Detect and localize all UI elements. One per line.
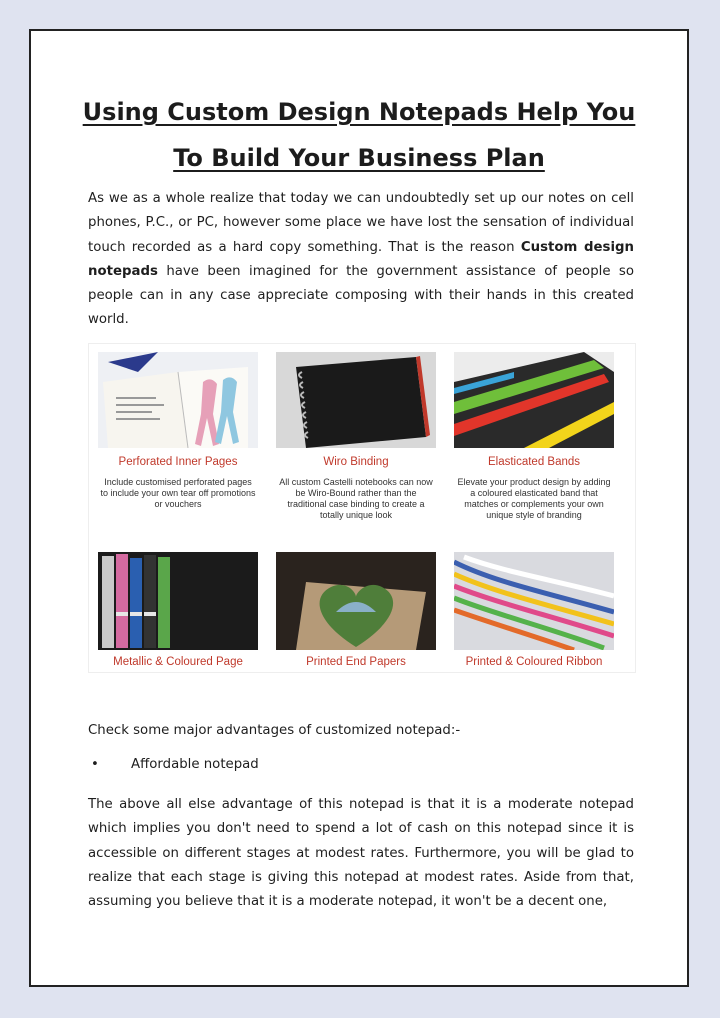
feature-description: Include customised perforated pages to include your own tear off promotions or vouchers	[100, 477, 256, 509]
advantages-intro: Check some major advantages of customized notepad:-	[88, 723, 461, 738]
metallic-pages-image	[98, 552, 258, 650]
title-line-1: Using Custom Design Notepads Help You	[82, 98, 636, 126]
feature-description: Elevate your product design by adding a coloured elasticated band that matches or complements your own unique style of branding	[457, 477, 611, 520]
feature-caption: Perforated Inner Pages	[118, 456, 238, 468]
intro-text-1: As we as a whole realize that today we can undoubtedly set up our notes on cell phones, P.C., or PC, however some place we have lost the sensation of individual touch recorded as a hard copy something. That is the reason	[88, 191, 634, 255]
intro-text-2: have been imagined for the government assistance of people so people can in any case appreciate composing with their hands in this created world.	[88, 263, 634, 328]
features-image	[88, 343, 636, 673]
feature-description: All custom Castelli notebooks can now be Wiro-Bound rather than the traditional case binding to create a totally unique look	[279, 477, 433, 520]
feature-caption: Printed & Coloured Ribbon	[465, 656, 603, 668]
elasticated-bands-image	[454, 352, 614, 448]
feature-caption: Metallic & Coloured Page	[113, 656, 243, 668]
intro-paragraph	[88, 187, 634, 333]
feature-caption: Elasticated Bands	[487, 456, 581, 468]
document-page	[29, 29, 689, 987]
feature-caption: Printed End Papers	[306, 656, 406, 668]
intro-bold-text: Custom design notepads	[88, 239, 635, 279]
feature-caption: Wiro Binding	[323, 456, 389, 468]
advantage-paragraph: The above all else advantage of this notepad is that it is a moderate notepad which implies you don't need to spend a lot of cash on this notepad since it is accessible on different stages at modest rates. Furthermore, you will be glad to realize that each stage is giving this notepad at modest rates. Aside from that, assuming you believe that it is a moderate notepad, it won't be a decent one,	[88, 797, 634, 910]
page-title	[31, 89, 687, 181]
printed-ribbon-image	[454, 552, 614, 650]
perforated-pages-image	[98, 352, 258, 448]
title-line-2: To Build Your Business Plan	[173, 144, 545, 172]
bullet-symbol: •	[91, 757, 99, 772]
printed-end-papers-image	[276, 552, 436, 650]
bullet-text: Affordable notepad	[131, 757, 259, 772]
wiro-binding-image	[276, 352, 436, 448]
